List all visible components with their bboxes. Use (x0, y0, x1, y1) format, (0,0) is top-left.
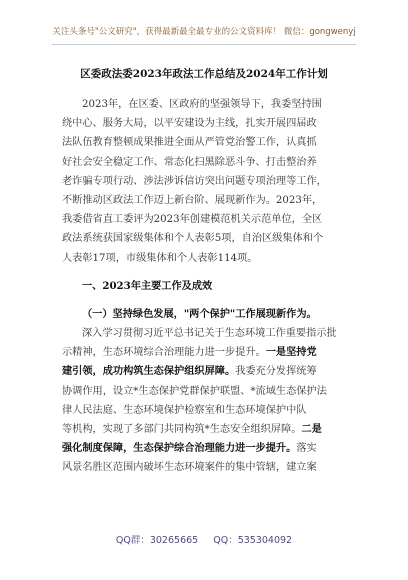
paragraph-line: 2023年，在区委、区政府的坚强领导下，我委坚持围 (82, 99, 322, 110)
paragraph-line (62, 343, 346, 362)
paragraph-line: 好社会安全稳定工作、常态化扫黑除恶斗争、打击整治养 (62, 156, 317, 168)
body-text: 落实 (296, 443, 317, 455)
body-text: 风景名胜区范围内破坏生态环境案件的集中管辖，建立案 (62, 462, 317, 474)
document-title: 区委政法委2023年政法工作总结及2024年工作计划 (80, 68, 328, 80)
paragraph-line (62, 382, 346, 401)
section-heading: 一、2023年主要工作及成效 (82, 279, 213, 292)
subsection-heading: （一）坚持绿色发展，"两个保护"工作展现新作为。 (82, 307, 317, 320)
body-text: 示精神，生态环境综合治理能力进一步提升。 (62, 347, 266, 359)
paragraph-line (62, 401, 346, 420)
header-divider (52, 44, 356, 45)
body-text: 等机构，实现了多部门共同构筑*生态安全组织屏障。 (62, 424, 302, 435)
body-text: 深入学习贯彻习近平总书记关于生态环境工作重要指示批 (82, 328, 337, 340)
paragraph-line: 绕中心、服务大局，以平安建设为主线，扎实开展四届政 (62, 118, 317, 130)
body-text: 律人民法庭、生态环境保护检察室和生态环境保护中队 (62, 404, 307, 416)
bold-text: 强化制度保障，生态保护综合治理能力进一步提升。 (62, 442, 297, 455)
bold-text: 建引领，成功构筑生态保护组织屏障。 (62, 365, 236, 378)
paragraph-line (62, 439, 346, 458)
bold-text: 二是 (301, 423, 322, 435)
document-body (62, 95, 346, 478)
paragraph-line (62, 420, 346, 439)
bold-text: 一是坚持党 (265, 346, 317, 359)
body-text: 我委充分发挥统筹 (235, 366, 317, 378)
footer-contact (0, 532, 408, 546)
header-banner: 关注头条号"公文研究"，获得最新最全最专业的公文资料库！ 微信：gongwenyj (52, 27, 356, 37)
paragraph-line: 我委借省直工委评为2023年创建模范机关示范单位，全区 (62, 214, 323, 226)
paragraph-line (62, 362, 346, 381)
subsection-body (62, 324, 346, 478)
paragraph-line (62, 458, 346, 477)
paragraph-line: 政法系统获国家级集体和个人表彰5项，自治区级集体和个 (62, 233, 324, 245)
paragraph-line: 法队伍教育整顿成果推进全面从严管党治警工作，认真抓 (62, 137, 317, 149)
paragraph-line: 不断推动区政法工作迈上新台阶、展现新作为。2023年， (62, 194, 323, 206)
paragraph-line: 老诈骗专项行动、涉法涉诉信访突出问题专项治理等工作， (62, 175, 327, 187)
footer-qq-group: QQ群：30265665 (115, 535, 199, 546)
body-text: 协调作用，设立*生态保护党群保护联盟、*流域生态保护法 (62, 385, 327, 397)
footer-qq: QQ：535304092 (213, 535, 293, 546)
paragraph-line (62, 324, 346, 343)
paragraph-line: 人表彰17项，市级集体和个人表彰114项。 (62, 252, 258, 264)
